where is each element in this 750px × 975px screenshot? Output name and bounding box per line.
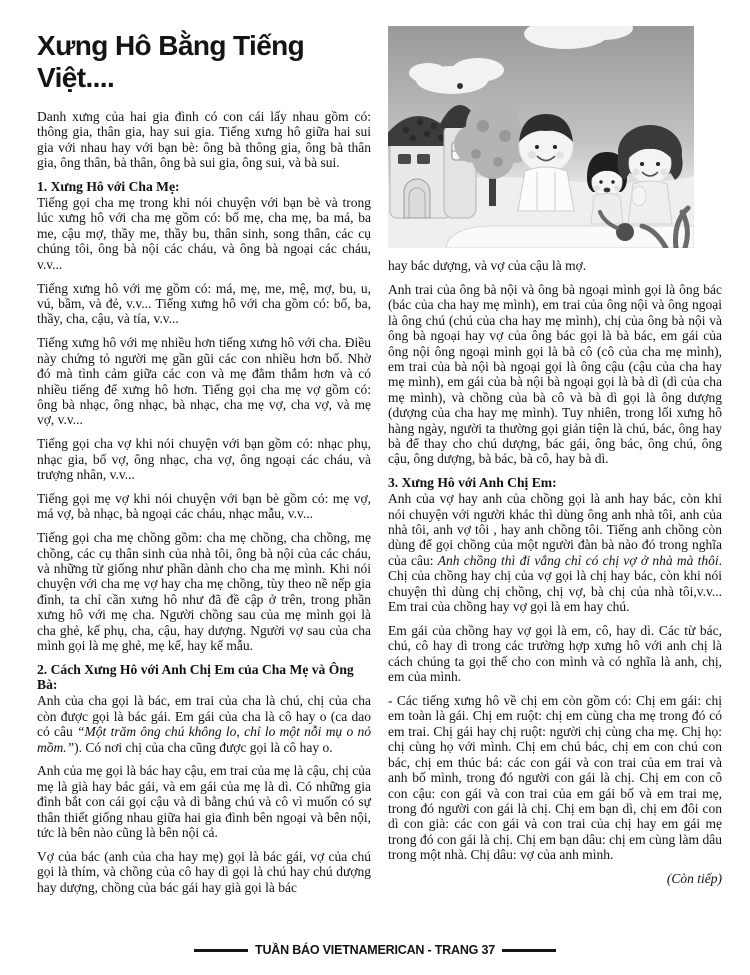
section-1-heading: 1. Xưng Hô với Cha Mẹ: bbox=[37, 179, 180, 195]
example-phrase: Anh chồng thì đi vắng chỉ có chị vợ ở nhà mà thôi bbox=[437, 552, 719, 568]
text-segment: Anh của cha gọi là bác, em trai của cha là chú, chị của cha còn được gọi là bác gái. Em gái của cha là cô hay o (ca dao có câu bbox=[37, 693, 371, 740]
paragraph-parents-terms: Tiếng gọi cha mẹ trong khi nói chuyện với bạn bè và trong lúc xưng hô với cha mẹ gồm có: bố mẹ, cha mẹ, ba má, ba me, cậu mợ, thầy me, thầy bu, thân sinh, song thân, các cụ chúng tôi, ông bà nội các cháu, và ông bà ngoại các cháu, v.v... bbox=[37, 195, 371, 272]
folk-verse-quote: “Một trăm ông chú không lo, chỉ lo một nỗi mụ o nỏ mồm.” bbox=[37, 724, 371, 755]
continued-marker: (Còn tiếp) bbox=[666, 871, 722, 887]
footer-rule-left bbox=[194, 949, 248, 952]
paragraph-younger-sister-in-law: Em gái của chồng hay vợ gọi là em, cô, hay dì. Các từ bác, chú, cô hay dì trong các trường hợp xưng hô với anh chị là cách chúng ta gọi thế cho con mình và có nghĩa là anh, chị, em của mình. bbox=[388, 622, 722, 685]
paragraph-father-in-law: Tiếng gọi cha vợ khi nói chuyện với bạn gồm có: nhạc phụ, nhạc gia, bố vợ, ông nhạc, cha vợ, ông ngoại các cháu, và trượng nhân, v.v... bbox=[37, 436, 371, 483]
footer-rule-right bbox=[502, 949, 556, 952]
paragraph-grandparents-siblings: Anh trai của ông bà nội và ông bà ngoại mình gọi là ông bác (bác của cha hay mẹ mình), em trai của ông nội và ông ngoại là ông chú (chú của cha hay mẹ mình), chị của ông bà nội và ông bà ngoại hay vợ của ông bác gọi là bà bác, em gái của ông nội ông ngoại mình gọi là bà cô (cô của cha mẹ mình), em trai của bà nội bà ngoại gọi là ông cậu (cậu của cha hay mẹ mình), em gái của bà nội bà ngoại gọi là bà dì (dì của cha mẹ mình), và chồng của bà cô và bà dì gọi là ông dượng (dượng của cha hay mẹ mình). Tuy nhiên, trong lối xưng hô hàng ngày, người ta thường gọi giản tiện là chú, bác, ông hay bà để thay cho chú dượng, bác gái, ông bác, ông chú, ông cậu, ông dượng, bà bác, bà cô, hay bà dì. bbox=[388, 281, 722, 467]
text-segment: ). Có nơi chị của cha cũng được gọi là cô hay o. bbox=[74, 739, 333, 755]
page-title: Xưng Hô Bằng Tiếng Việt.... bbox=[37, 30, 305, 93]
text-segment: Anh của vợ hay anh của chồng gọi là anh hay bác, còn khi nói chuyện với người khác thì dùng ông anh nhà tôi, anh của nhà tôi, anh vợ tôi , hay anh chồng tôi. Tiếng anh chồng còn dùng để gọi chồng của một người đàn bà nào đó trong nghĩa của câu: bbox=[388, 491, 722, 568]
paragraph-mother-siblings: Anh của mẹ gọi là bác hay cậu, em trai của mẹ là cậu, chị của mẹ là già hay bác gái, và em gái của mẹ là dì. Có những gia đình bắt con cái gọi cậu và dì bằng chú và cô vì muốn có sự thân thiết giống nhau giữa hai gia đình bên ngoại và bên nội, tức là bên nào cũng là bên nội cả. bbox=[37, 763, 371, 841]
paragraph-sister-terms-list: - Các tiếng xưng hô về chị em còn gồm có: Chị em gái: chị em toàn là gái. Chị em ruột: chị em cùng cha mẹ trong đó có em trai. Chị gái hay chị ruột: người chị cùng cha mẹ. Chị họ: chị cùng họ với mình. Chị em chú bác, chị em con chú con bác, chị em thúc bá: các con gái và con trai của em trai và anh bố mình, trong đó người con gái là chị. Chị em con cô con cậu: con gái và con trai của em gái bố và em trai mẹ, trong đó người con gái là chị. Chị em bạn dì, chị em đôi con dì con già: các con gái và con trai của chị hay em gái mẹ trong đó con gái là chị. Chị em bạn dâu: chị em cùng làm dâu trong một nhà. Chị dâu: vợ của anh mình. bbox=[388, 693, 722, 863]
left-column bbox=[37, 26, 371, 904]
paragraph-father-siblings bbox=[37, 693, 371, 755]
father-figure bbox=[518, 114, 574, 211]
paragraph-continuation: hay bác dượng, và vợ của cậu là mợ. bbox=[388, 258, 587, 273]
paragraph-husband-parents: Tiếng gọi cha mẹ chồng gồm: cha mẹ chồng, cha chồng, mẹ chồng, các cụ thân sinh của nhà tôi, ông bà nội của các cháu, và những từ giống như phần dành cho cha mẹ mình. Khi nói chuyện với cha mẹ vợ hay cha mẹ chồng, tùy theo nề nếp gia đình, ta chỉ cần xưng hô như đã đề cập ở trên, trong phần xưng hô với mẹ cha. Người chồng sau của mẹ mình gọi là cha ghẻ, kế phụ, cha, cậu, hay dượng. Người vợ sau của cha mình gọi là mẹ ghẻ, mẹ kế, hay kế mẫu. bbox=[37, 530, 371, 654]
paragraph-uncle-aunt-spouses: Vợ của bác (anh của cha hay mẹ) gọi là bác gái, vợ của chú gọi là thím, và chồng của cô hay dì gọi là chú hay chú dượng hay dượng, chồng của bác gái hay già gọi là bác bbox=[37, 848, 371, 895]
section-3-heading: 3. Xưng Hô với Anh Chị Em: bbox=[388, 475, 557, 491]
family-illustration bbox=[388, 26, 694, 248]
paragraph-mother-in-law: Tiếng gọi mẹ vợ khi nói chuyện với bạn bè gồm có: mẹ vợ, má vợ, bà nhạc, bà ngoại các cháu, nhạc mẫu, v.v... bbox=[37, 490, 371, 522]
article-columns bbox=[37, 26, 722, 904]
right-column bbox=[388, 26, 722, 904]
paragraph-mother-father-terms: Tiếng xưng hô với mẹ gồm có: má, mẹ, me, mệ, mợ, bu, u, vú, bầm, và đẻ, v.v... Tiếng xưng hô với cha gồm có: bố, ba, thầy, cha, cậu, và tía, v.v... bbox=[37, 280, 371, 327]
paragraph-mother-closeness: Tiếng xưng hô với mẹ nhiều hơn tiếng xưng hô với cha. Điều này chứng tỏ người mẹ gần gũi các con nhiều hơn bố. Nhờ đó mà tình cảm giữa các con và mẹ đằm thắm hơn và có nhiều tiếng để xưng hô hơn. Tiếng gọi cha mẹ vợ gồm có: ông bà nhạc, ông nhạc, bà nhạc, cha mẹ vợ, cha vợ, và mẹ vợ, v.v... bbox=[37, 335, 371, 428]
family-cartoon-image bbox=[388, 26, 694, 248]
section-2-heading: 2. Cách Xưng Hô với Anh Chị Em của Cha Mẹ và Ông Bà: bbox=[37, 662, 354, 693]
text-segment: . Chị của chồng hay chị của vợ gọi là chị hay bác, còn khi nói chuyện thì dùng chị chồng, chị vợ, bà chị của nhà tôi,v.v... Em trai của chồng hay vợ gọi là em hay chú. bbox=[388, 552, 722, 615]
footer-text: TUẦN BÁO VIETNAMERICAN - TRANG 37 bbox=[255, 943, 495, 957]
page-footer bbox=[0, 943, 750, 957]
paragraph-intro: Danh xưng của hai gia đình có con cái lấy nhau gồm có: thông gia, thân gia, hay sui gia. Tiếng xưng hô giữa hai sui gia với nhau hay với bạn bè: ông bà thông gia, ông bà thân gia, ông thân, bà thân, ông bà sui gia, ông sui, và bà sui. bbox=[37, 109, 371, 171]
paragraph-spouse-siblings bbox=[388, 491, 722, 614]
